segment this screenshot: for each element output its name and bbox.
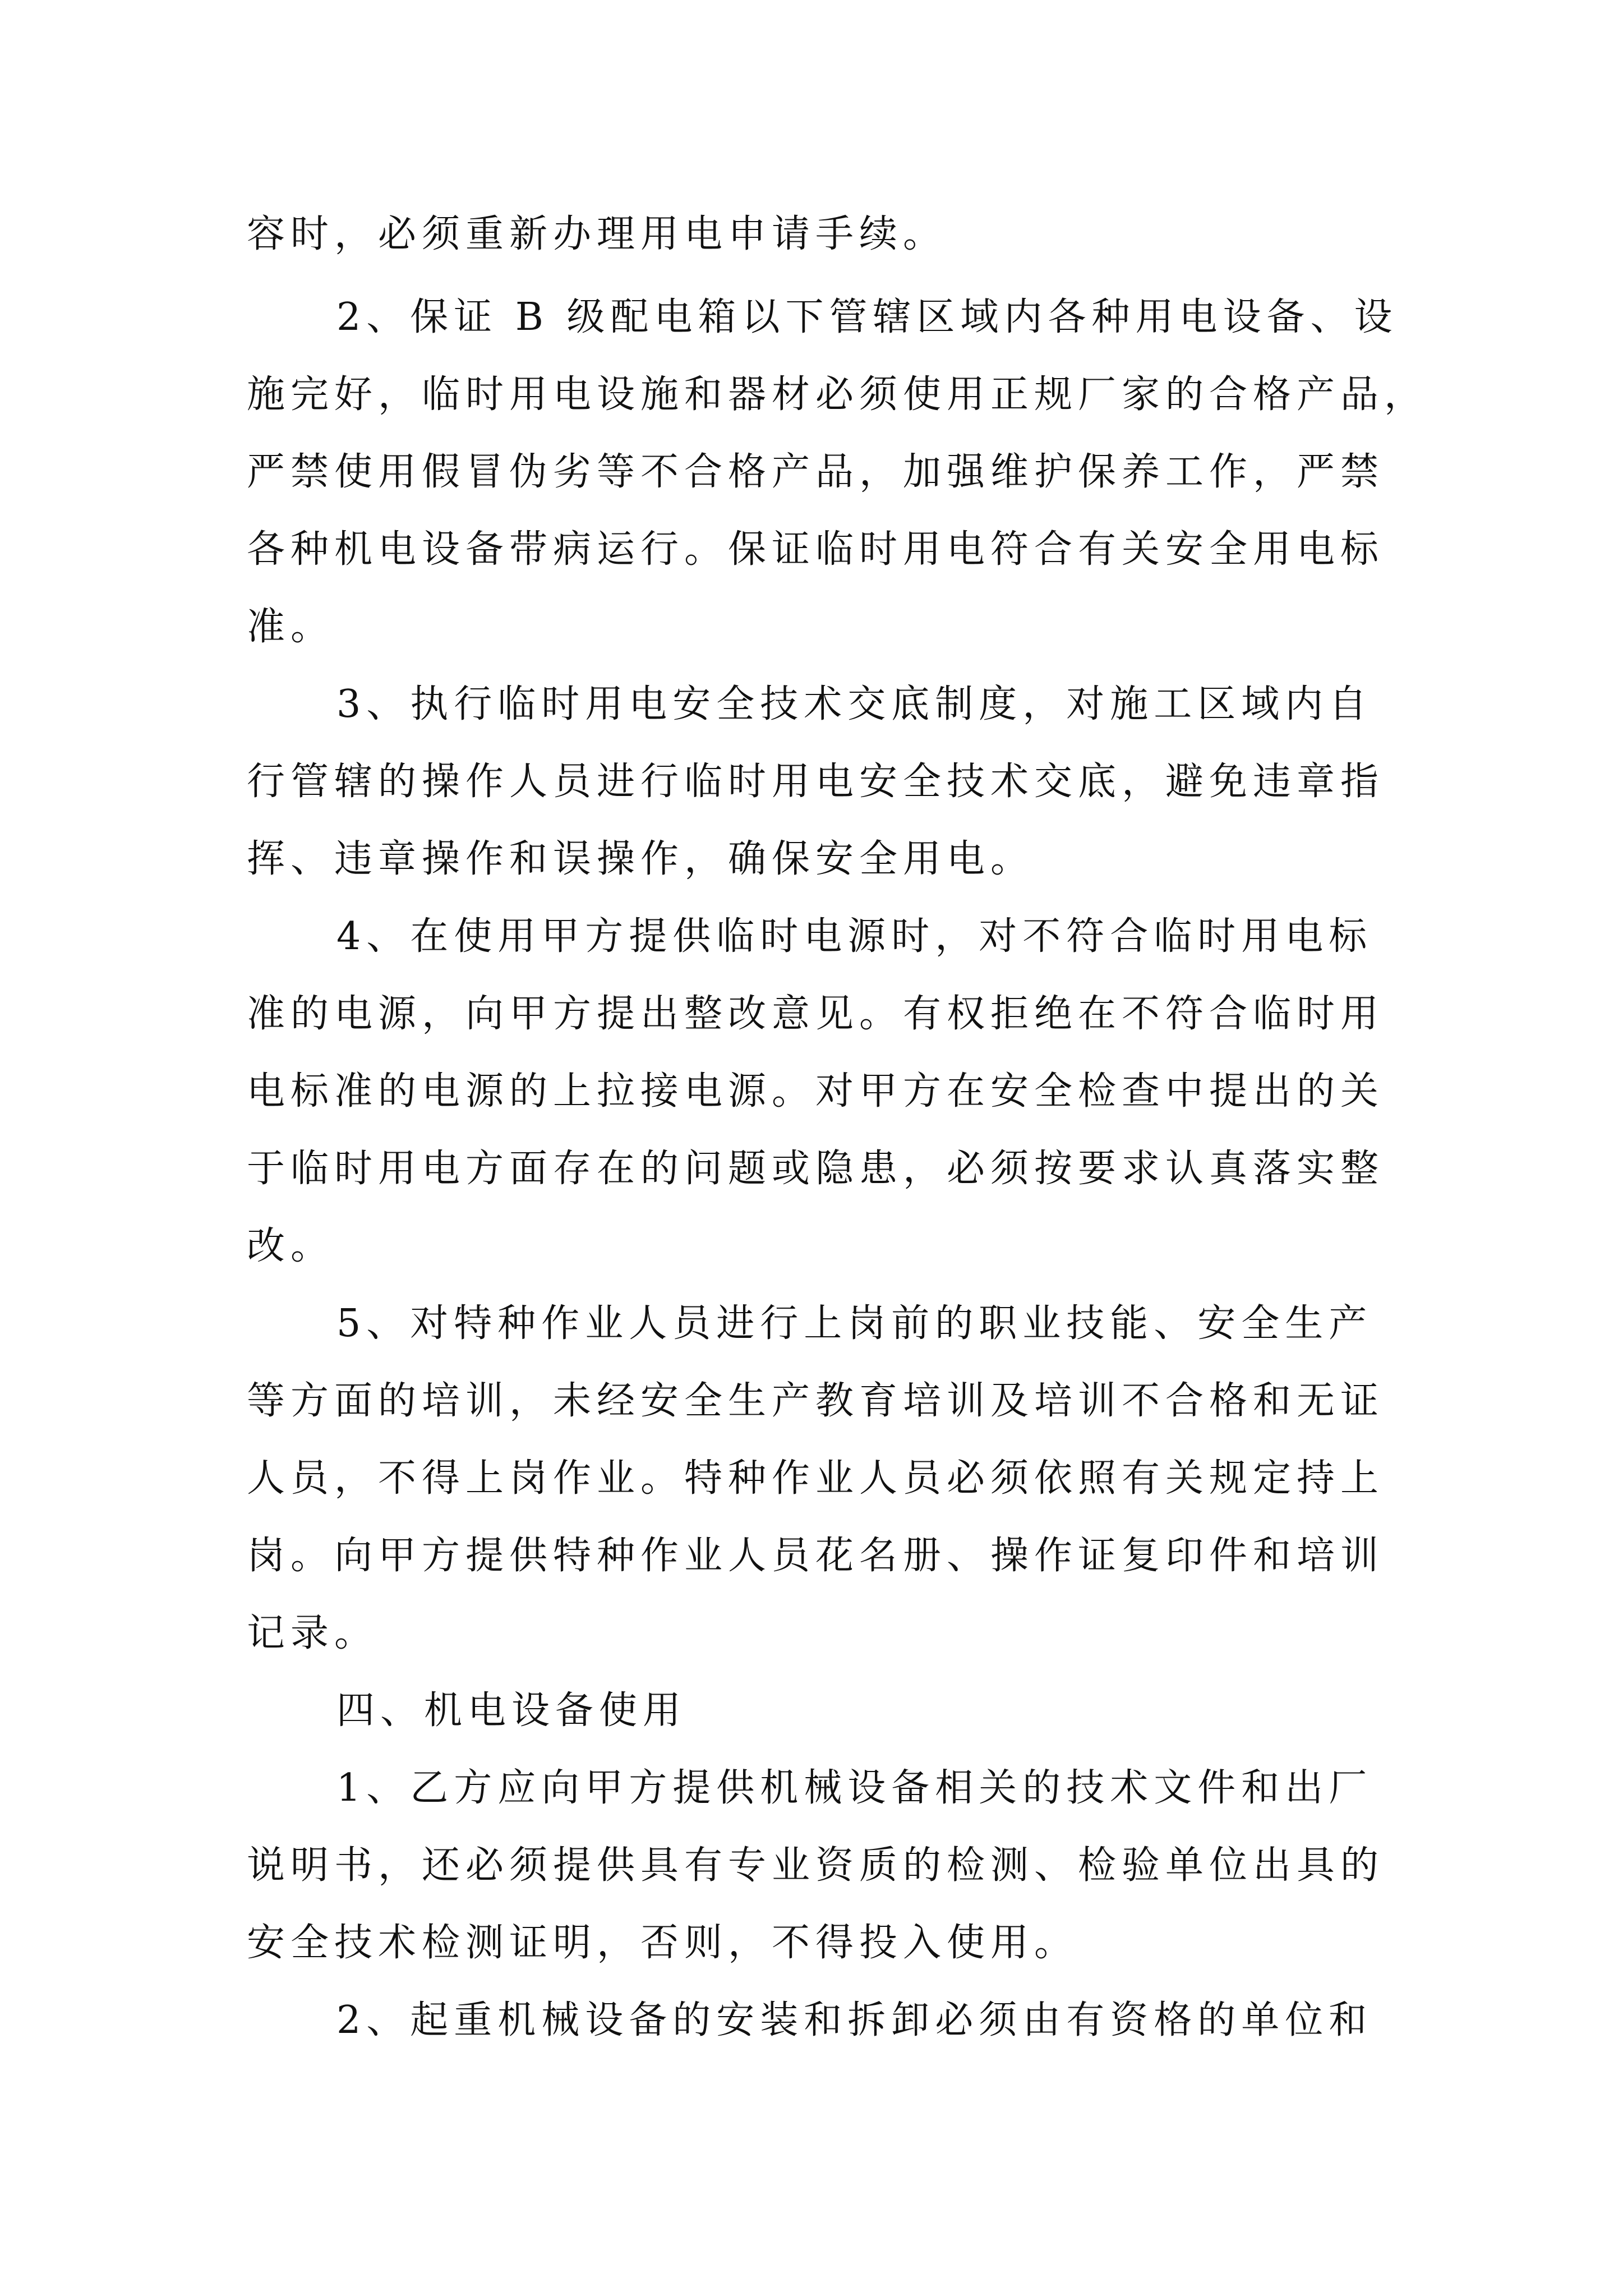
text-line: 3、执行临时用电安全技术交底制度，对施工区域内自 — [336, 682, 1373, 726]
text-line: 于临时用电方面存在的问题或隐患，必须按要求认真落实整 — [247, 1147, 1385, 1191]
section-heading: 四、机电设备使用 — [336, 1688, 687, 1733]
text-line: 严禁使用假冒伪劣等不合格产品，加强维护保养工作，严禁 — [247, 450, 1385, 494]
text-line: 4、在使用甲方提供临时电源时，对不符合临时用电标 — [336, 914, 1373, 959]
text-line: 挥、违章操作和误操作，确保安全用电。 — [247, 837, 1035, 881]
text-line: 行管辖的操作人员进行临时用电安全技术交底，避免违章指 — [247, 760, 1385, 804]
text-line: 电标准的电源的上拉接电源。对甲方在安全检查中提出的关 — [247, 1069, 1385, 1114]
text-line: 岗。向甲方提供特种作业人员花名册、操作证复印件和培训 — [247, 1534, 1385, 1578]
text-line: 容时，必须重新办理用电申请手续。 — [247, 212, 947, 256]
text-line: 施完好，临时用电设施和器材必须使用正规厂家的合格产品， — [247, 372, 1428, 417]
text-line: 5、对特种作业人员进行上岗前的职业技能、安全生产 — [336, 1301, 1373, 1346]
text-line: 准的电源，向甲方提出整改意见。有权拒绝在不符合临时用 — [247, 992, 1385, 1036]
text-line: 各种机电设备带病运行。保证临时用电符合有关安全用电标 — [247, 527, 1385, 572]
text-line: 记录。 — [247, 1611, 379, 1655]
text-line: 1、乙方应向甲方提供机械设备相关的技术文件和出厂 — [336, 1766, 1373, 1810]
text-line: 人员，不得上岗作业。特种作业人员必须依照有关规定持上 — [247, 1456, 1385, 1501]
text-line: 2、起重机械设备的安装和拆卸必须由有资格的单位和 — [336, 1998, 1373, 2042]
text-line: 等方面的培训，未经安全生产教育培训及培训不合格和无证 — [247, 1379, 1385, 1423]
text-line: 改。 — [247, 1224, 335, 1268]
text-line: 安全技术检测证明，否则，不得投入使用。 — [247, 1921, 1078, 1965]
text-line: 说明书，还必须提供具有专业资质的检测、检验单位出具的 — [247, 1843, 1385, 1888]
text-line: 准。 — [247, 605, 335, 649]
text-line: 2、保证 B 级配电箱以下管辖区域内各种用电设备、设 — [336, 295, 1398, 339]
